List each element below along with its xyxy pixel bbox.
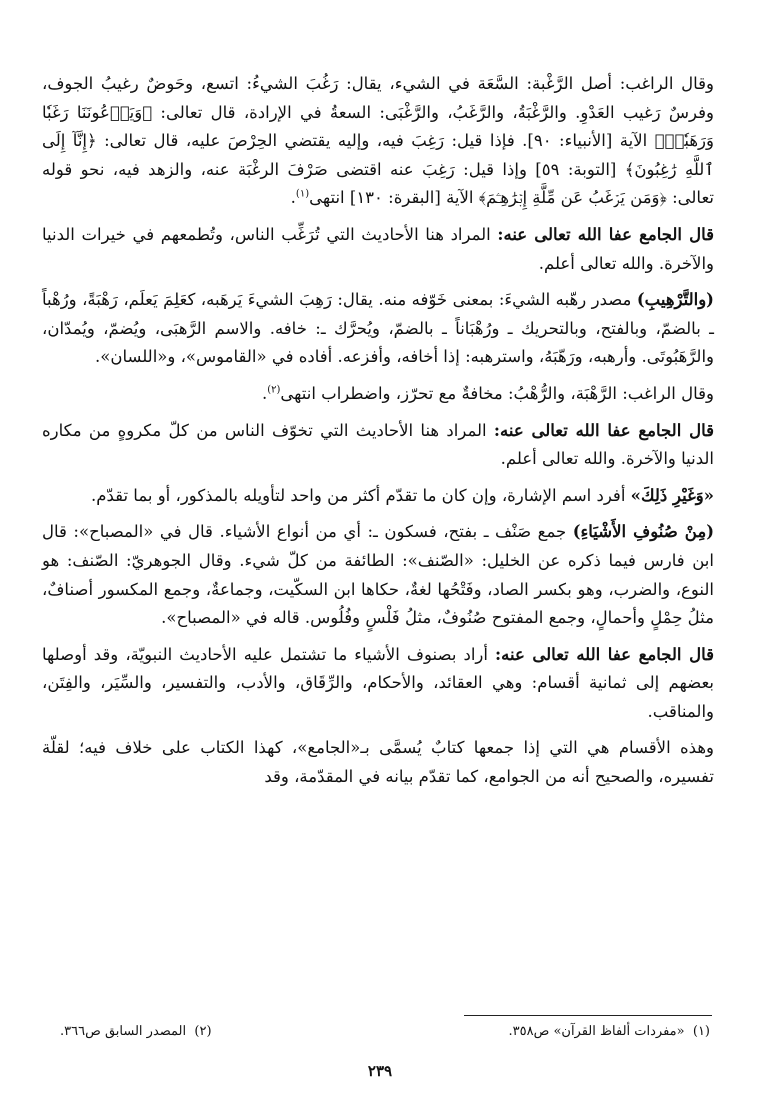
paragraph-wa-ghayr-dhalik — [42, 482, 714, 511]
paragraph-aqsam — [42, 734, 714, 791]
paragraph-body: وقال الراغب: أصل الرَّغْبة: السَّعَة في الشيء، يقال: رَغُبَ الشيءُ: اتسع، وحَوضٌ رغيبُ الجوف، وفرسٌ رَغيب العَدْوِ. والرَّغْبَةُ، والرَّغَبُ، والرَّغْبَى: السعةُ في الإرادة، قال تعالى: ﴿وَيَدۡعُونَنَا رَغَبٗا وَرَهَبٗاۖ﴾ الآية [الأنبياء: ٩٠]. فإذا قيل: رَغِبَ فيه، وإليه يقتضي الحِرْصَ عليه، قال تعالى: ﴿إِنَّآ إِلَى ٱللَّهِ رَٰغِبُونَ﴾ [التوبة: ٥٩] وإذا قيل: رَغِبَ عنه اقتضى صَرْفَ الرغْبَة عنه، والزهد فيه، نحو قوله تعالى: ﴿وَمَن يَرۡغَبُ عَن مِّلَّةِ إِبۡرَٰهِـۧمَ﴾ الآية [البقرة: ١٣٠] انتهى — [42, 74, 714, 208]
paragraph-body: أراد بصنوف الأشياء ما تشتمل عليه الأحاديث النبويّة، وقد أوصلها بعضهم إلى ثمانية أقسام: وهي العقائد، والأحكام، والرِّقَاق، والأدب، والتفسير، والسِّيَر، والفِتَن، والمناقب. — [42, 644, 714, 721]
footnote-number: (١) — [692, 1024, 710, 1039]
footnote-number: (٢) — [194, 1024, 212, 1039]
paragraph-heading: (مِنْ صُنُوفِ الأَشْيَاءِ) — [572, 522, 714, 542]
paragraph-jami-targhib — [42, 221, 714, 278]
paragraph-jami-sunuf — [42, 641, 714, 727]
footnote-2 — [60, 1022, 212, 1042]
paragraph-tarhib — [42, 286, 714, 372]
footnote-text: «مفردات ألفاظ القرآن» ص٣٥٨. — [508, 1024, 685, 1039]
page-number: ٢٣٩ — [367, 1062, 393, 1080]
paragraph-heading: (والتَّرْهِيبِ) — [636, 290, 714, 310]
paragraph-body: مصدر رهّبه الشيءَ: بمعنى خَوّفه منه. يقال: رَهِبَ الشيءَ يَرهَبه، كعَلِمَ يَعلَم، رَهْبَةً، ورُهْباً ـ بالضمّ، وبالفتح، وبالتحريك ـ ورُهْبَاناً ـ بالضمّ، ويُحرَّك ـ: خافه. والاسم الرَّهبَى، ويُضمّ، ويُمدّان، والرَّهَبُوتَى. وأرهبه، ورَهّبَهُ، واسترهبه: إذا أخافه، وأفزعه. أفاده في «القاموس»، و«اللسان». — [42, 290, 714, 367]
paragraph-body: وقال الراغب: الرَّهْبَة، والرُّهْبُ: مخافةٌ مع تحرّز، واضطراب انتهى — [280, 383, 714, 403]
paragraph-tail: . — [290, 188, 296, 208]
footnote-divider — [464, 1015, 712, 1016]
paragraph-raghib-raghba — [42, 70, 714, 213]
footnote-1 — [509, 1022, 711, 1042]
main-text — [42, 70, 714, 792]
paragraph-body: المراد هنا الأحاديث التي تُرَغِّب الناس، وتُطمعهم في خيرات الدنيا والآخرة. والله تعالى أعلم. — [42, 224, 714, 273]
paragraph-heading: قال الجامع عفا الله تعالى عنه: — [495, 644, 714, 664]
paragraph-body: أفرد اسم الإشارة، وإن كان ما تقدّم أكثر من واحد لتأويله بالمذكور، أو بما تقدّم. — [91, 485, 631, 505]
paragraph-body: جمع صَنْف ـ بفتح، فسكون ـ: أي من أنواع الأشياء. قال في «المصباح»: قال ابن فارس فيما ذكره عن الخليل: «الصّنف»: الطائفة من كلّ شيء. وقال الجوهريّ: الصّنف: هو النوع، والضرب، وهو بكسر الصاد، وفَتْحُها لغةٌ، حكاها ابن السكّيت، وجماعةٌ، وجمع المكسور أصنافٌ، مثلُ حِمْلٍ وأحمالٍ، وجمع المفتوح صُنُوفٌ، مثلُ فَلْسٍ وفُلُوس. قاله في «المصباح». — [42, 522, 714, 628]
footnote-text: المصدر السابق ص٣٦٦. — [60, 1024, 187, 1039]
paragraph-jami-tarhib — [42, 417, 714, 474]
footnotes — [60, 1022, 710, 1042]
paragraph-heading: «وَغَيْرِ ذَلِكَ» — [630, 485, 714, 505]
paragraph-sunuf — [42, 518, 714, 632]
footnote-reference: (١) — [295, 188, 310, 200]
paragraph-body: وهذه الأقسام هي التي إذا جمعها كتابٌ يُسمَّى بـ«الجامع»، كهذا الكتاب على خلاف فيه؛ لقلّة تفسيره، والصحيح أنه من الجوامع، كما تقدّم بيانه في المقدّمة، وقد — [42, 738, 714, 787]
footnote-reference: (٢) — [267, 384, 281, 396]
paragraph-heading: قال الجامع عفا الله تعالى عنه: — [497, 224, 714, 244]
paragraph-tail: . — [261, 383, 268, 403]
paragraph-body: المراد هنا الأحاديث التي تخوّف الناس من كلّ مكروهٍ من مكاره الدنيا والآخرة. والله تعالى أعلم. — [42, 420, 714, 469]
paragraph-raghib-rahba — [42, 380, 714, 409]
paragraph-heading: قال الجامع عفا الله تعالى عنه: — [493, 420, 714, 440]
